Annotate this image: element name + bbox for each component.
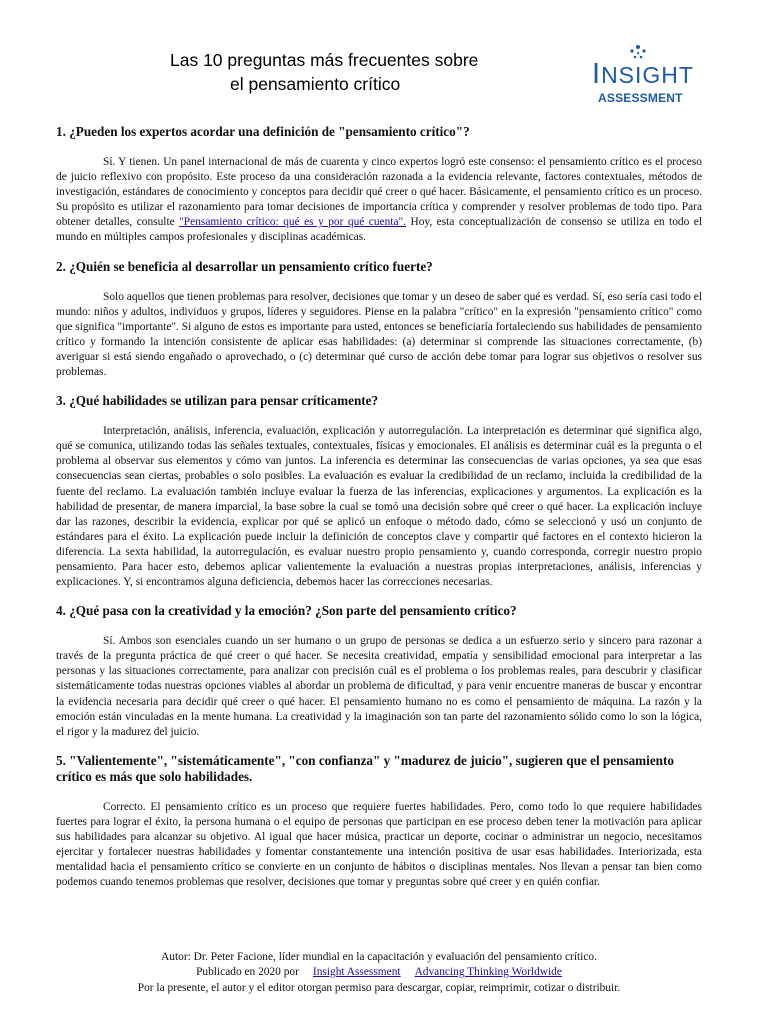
- question-5-heading: 5. "Valientemente", "sistemáticamente", "con confianza" y "madurez de juicio", sugieren que el pensamiento crítico es más que solo habilidades.: [56, 752, 675, 784]
- question-1-heading: 1. ¿Pueden los expertos acordar una definición de "pensamiento crítico"?: [56, 124, 470, 139]
- logo-rest: NSIGHT: [601, 62, 694, 88]
- question-3-answer: Interpretación, análisis, inferencia, evaluación, explicación y autorregulación. La interpretación es determinar qué significa algo, qué se comunica, utilizando todas las señales textuales, contextuales, físicas y emocionales. El análisis es determinar cuál es la pregunta o el problema al observar sus elementos y cómo van juntos. La inferencia es determinar las consecuencias de varias opciones, ya sea que esas consecuencias sean ciertas, probables o solo posibles. La evaluación es evaluar la credibilidad de un reclamo, incluida la credibilidad de la fuente del reclamo. La evaluación también incluye evaluar la fuerza de las inferencias, explicaciones y argumentos. La explicación es la habilidad de presentar, de manera imparcial, la base sobre la cual se tomó una decisión sobre qué creer o qué hacer. La explicación incluye dar las razones, describir la evidencia, explicar por qué se aplicó un enfoque o método dado, cómo se seleccionó y usó un conjunto de estándares para el éxito. La explicación puede incluir la definición de conceptos clave y compartir qué factores en el contexto hicieron la diferencia. La sexta habilidad, la autorregulación, es evaluar nuestro propio pensamiento y, cuando corresponda, corregir nuestro propio pensamiento. Para hacer esto, debemos aplicar valientemente la evaluación a nuestras propias interpretaciones, análisis, inferencias y explicaciones. Y, si encontramos alguna deficiencia, debemos hacer las correcciones necesarias.: [56, 425, 702, 589]
- title-line-2: el pensamiento crítico: [230, 74, 401, 94]
- title-line-1: Las 10 preguntas más frecuentes sobre: [170, 50, 479, 70]
- answer-1-text-before: Sí. Y tienen. Un panel internacional de más de cuarenta y cinco expertos logró este consenso: el pensamiento crítico es el proceso de juicio reflexivo con propósito. Este proceso da una consideración razonada a la evidencia relevante, factores contextuales, métodos de investigación, estándares de conocimiento y conceptos para decidir qué creer o qué hacer. Básicamente, el pensamiento crítico es un proceso. Su propósito es utilizar el razonamiento para tomar decisiones de importancia crítica y comprender y resolver problemas de todo tipo. Para obtener detalles, consulte: [56, 156, 702, 229]
- advancing-thinking-link[interactable]: Advancing Thinking Worldwide: [414, 966, 562, 979]
- question-2-heading: 2. ¿Quién se beneficia al desarrollar un pensamiento crítico fuerte?: [56, 258, 433, 274]
- question-2-answer: Solo aquellos que tienen problemas para resolver, decisiones que tomar y un deseo de saber qué es verdad. Sí, eso sería casi todo el mundo: niños y adultos, individuos y grupos, líderes y seguidores. Piense en la palabra "crítico" en la expresión "pensamiento crítico" como que significa "importante". Si alguno de estos es importante para usted, entonces se beneficiaría fortaleciendo sus habilidades de pensamiento crítico y formando la intención consistente de aplicar esas habilidades: (a) determinar si comprende las situaciones correctamente, (b) averiguar si está siendo engañado o aprovechado, o (c) determinar qué curso de acción debe tomar para lograr sus objetivos o resolver sus problemas.: [56, 290, 702, 379]
- insight-assessment-logo: [592, 44, 704, 110]
- critical-thinking-article-link[interactable]: "Pensamiento crítico: qué es y por qué cuenta".: [179, 216, 407, 229]
- page-title: [148, 48, 528, 96]
- question-3-heading: 3. ¿Qué habilidades se utilizan para pensar críticamente?: [56, 393, 379, 409]
- footer-published: [56, 965, 702, 980]
- question-4-answer: Sí. Ambos son esenciales cuando un ser humano o un grupo de personas se dedica a un esfuerzo serio y sincero para razonar a través de la pregunta práctica de qué creer o qué hacer. Se necesita creatividad, empatía y sensibilidad emocional para interpretar a las personas y las situaciones correctamente, para analizar con precisión cuál es el problema o los problemas reales, para descubrir y clasificar sistemáticamente todas nuestras opciones viables al abordar un problema de dificultad, y para venir encuentre maneras de buscar y encontrar la evidencia necesaria para decidir qué creer o qué hacer. El pensamiento humano no es como el pensamiento de máquina. La razón y la emoción están vinculadas en la mente humana. La creatividad y la imaginación son tan parte del razonamiento sólido como lo son la lógica, el rigor y la madurez del juicio.: [56, 635, 702, 738]
- logo-initial: I: [592, 58, 602, 90]
- document-footer: [56, 950, 702, 996]
- footer-permission: Por la presente, el autor y el editor otorgan permiso para descargar, copiar, reimprimir, cotizar o distribuir.: [137, 981, 621, 994]
- question-4-heading: 4. ¿Qué pasa con la creatividad y la emoción? ¿Son parte del pensamiento crítico?: [56, 603, 517, 619]
- question-5-answer: Correcto. El pensamiento crítico es un proceso que requiere fuertes habilidades. Pero, como todo lo que requiere habilidades fuertes para lograr el éxito, la persona humana o el equipo de personas que participan en ese proceso deben tener la motivación para aplicar sus habilidades para alcanzar su objetivo. Al igual que hacer música, practicar un deporte, cocinar o administrar un negocio, necesitamos ejercitar y fortalecer nuestras habilidades y fomentar constantemente una intención positiva de usar esas habilidades. Interiorizada, esta mentalidad hacia el pensamiento crítico se convierte en un conjunto de hábitos o disciplinas mentales. Nos llevan a pensar tan bien como podemos cuando tenemos problemas que resolver, decisiones que tomar y preguntas sobre qué creer y en quién confiar.: [56, 800, 702, 889]
- question-1-answer: [56, 155, 702, 246]
- document-body: [56, 124, 702, 903]
- logo-wordmark: [592, 58, 694, 91]
- logo-subtitle: ASSESSMENT: [598, 91, 683, 105]
- answer-1-text-after: Hoy, esta conceptualización de consenso se utiliza en todo el mundo en múltiples campos profesionales y disciplinas académicas.: [56, 216, 702, 244]
- footer-author: Autor: Dr. Peter Facione, líder mundial en la capacitación y evaluación del pensamiento crítico.: [161, 951, 597, 963]
- footer-published-prefix: Publicado en 2020 por: [196, 966, 299, 979]
- insight-assessment-link[interactable]: Insight Assessment: [312, 966, 401, 979]
